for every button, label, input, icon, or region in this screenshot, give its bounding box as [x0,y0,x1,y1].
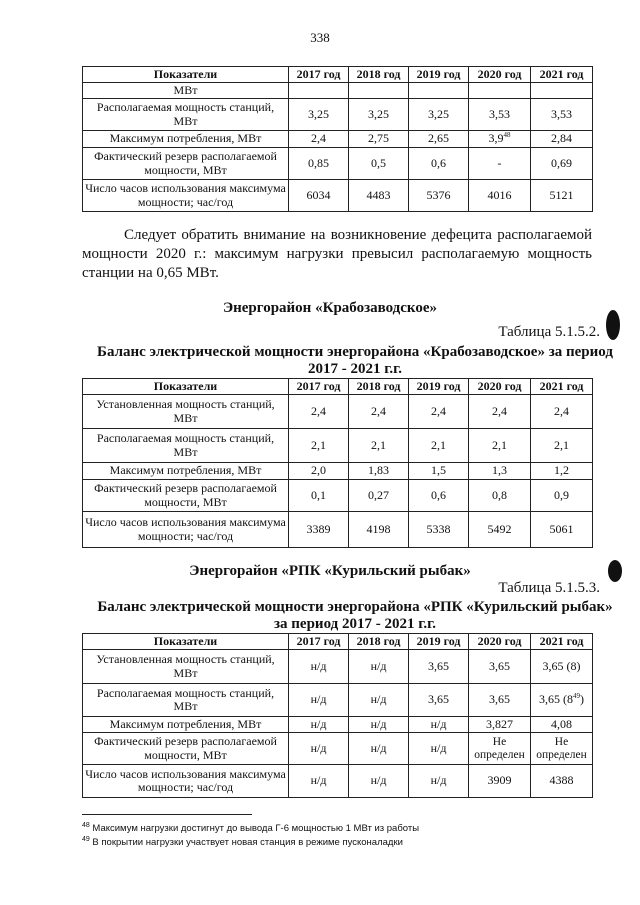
header-cell: 2019 год [409,634,469,650]
cell: 0,6 [409,148,469,180]
table-row [83,148,593,180]
cell: 0,8 [469,480,531,512]
row-label: Фактический резерв располагаемой мощности, МВт [83,480,289,512]
row-label: Фактический резерв располагаемой мощности, МВт [83,733,289,765]
header-cell: 2018 год [349,379,409,395]
table-row [83,99,593,131]
header-cell: Показатели [83,379,289,395]
cell: 4198 [349,512,409,548]
cell: 0,69 [531,148,593,180]
cell: 3,53 [469,99,531,131]
cell [289,83,349,99]
cell: 2,1 [531,429,593,463]
header-cell: 2020 год [469,379,531,395]
table-3 [82,633,593,798]
row-label: Число часов использования максимума мощности; час/год [83,180,289,212]
cell: 3,25 [349,99,409,131]
cell: 3,65 [469,684,531,717]
cell: 2,4 [409,395,469,429]
cell: 5121 [531,180,593,212]
cell: 4388 [531,765,593,798]
table-row [83,83,593,99]
table-1-header-row [83,67,593,83]
cell: 3389 [289,512,349,548]
cell: 2,4 [531,395,593,429]
table-2 [82,378,593,548]
table-row [83,733,593,765]
cell: н/д [289,717,349,733]
row-label: Располагаемая мощность станций, МВт [83,99,289,131]
table-row [83,395,593,429]
cell: н/д [409,765,469,798]
header-cell: 2019 год [409,67,469,83]
footnote-separator [82,814,252,815]
header-cell: Показатели [83,67,289,83]
cell: н/д [409,733,469,765]
header-cell: 2020 год [469,67,531,83]
cell: 2,84 [531,131,593,148]
header-cell: 2021 год [531,634,593,650]
section-heading-krabozavodskoe: Энергорайон «Крабозаводское» [222,300,438,316]
header-cell: 2018 год [349,634,409,650]
cell-value: 3,9 [488,131,504,146]
table-1 [82,66,593,212]
row-label: Число часов использования максимума мощности; час/год [83,765,289,798]
cell: 0,27 [349,480,409,512]
cell: 2,1 [349,429,409,463]
cell [469,131,531,148]
header-cell: 2018 год [349,67,409,83]
row-label: Максимум потребления, МВт [83,717,289,733]
cell: Не определен [469,733,531,765]
header-cell: 2017 год [289,67,349,83]
cell: 2,0 [289,463,349,480]
cell: 3,53 [531,99,593,131]
cell: 3,65 (8) [531,650,593,684]
table-row [83,180,593,212]
table-title: Баланс электрической мощности энергорайона «РПК «Курильский рыбак» за период 2017 - 2021 г.г. [97,599,613,632]
header-cell: 2019 год [409,379,469,395]
body-paragraph: Следует обратить внимание на возникновение дефецита располагаемой мощности 2020 г.: максимум нагрузки превысил располагаемую мощность станции на 0,65 МВт. [82,227,592,281]
cell: 2,4 [289,131,349,148]
cell [531,83,593,99]
cell: 0,5 [349,148,409,180]
cell: н/д [349,717,409,733]
punch-hole-mark [608,560,622,582]
cell: 5338 [409,512,469,548]
cell: 3,65 [409,650,469,684]
table-2-header-row [83,379,593,395]
cell: Не определен [531,733,593,765]
table-row [83,650,593,684]
cell: 2,1 [289,429,349,463]
footnote-number: 48 [82,821,90,829]
cell: 2,1 [469,429,531,463]
table-row [83,512,593,548]
table-row [83,429,593,463]
header-cell: 2021 год [531,379,593,395]
cell: н/д [409,717,469,733]
footnote-text: В покрытии нагрузки участвует новая станция в режиме пусконаладки [89,837,403,848]
footnote-number: 49 [82,835,90,843]
footnote-48 [82,823,419,834]
cell: 0,6 [409,480,469,512]
header-cell: 2017 год [289,379,349,395]
cell: 5376 [409,180,469,212]
table-row [83,717,593,733]
cell: 0,85 [289,148,349,180]
header-cell: 2021 год [531,67,593,83]
row-label: Фактический резерв располагаемой мощности, МВт [83,148,289,180]
cell: 3909 [469,765,531,798]
footnote-text: Максимум нагрузки достигнут до вывода Г-6 мощностью 1 МВт из работы [89,823,420,834]
table-caption: Таблица 5.1.5.2. [498,324,600,340]
footnote-ref-48: 48 [503,131,511,140]
table-title: Баланс электрической мощности энергорайона «Крабозаводское» за период 2017 - 2021 г.г. [97,344,613,377]
row-label: Максимум потребления, МВт [83,131,289,148]
row-label: МВт [83,83,289,99]
cell: 4,08 [531,717,593,733]
table-row [83,463,593,480]
row-label: Число часов использования максимума мощности; час/год [83,512,289,548]
footnote-ref-49: 49 [573,692,580,701]
cell: 2,4 [469,395,531,429]
cell [349,83,409,99]
row-label: Установленная мощность станций, МВт [83,395,289,429]
cell [531,684,593,717]
cell: 3,25 [289,99,349,131]
table-caption: Таблица 5.1.5.3. [498,580,600,596]
header-cell: 2020 год [469,634,531,650]
header-cell: 2017 год [289,634,349,650]
table-row [83,765,593,798]
header-cell: Показатели [83,634,289,650]
cell: 3,65 [469,650,531,684]
section-heading-kurilsky-rybak: Энергорайон «РПК «Курильский рыбак» [189,563,471,579]
punch-hole-mark [606,310,620,340]
cell: 3,25 [409,99,469,131]
cell: н/д [289,733,349,765]
cell [409,83,469,99]
table-row [83,131,593,148]
table-3-header-row [83,634,593,650]
cell: н/д [349,684,409,717]
cell: 2,4 [289,395,349,429]
cell: 0,1 [289,480,349,512]
cell: 2,4 [349,395,409,429]
cell: 4016 [469,180,531,212]
cell: 2,1 [409,429,469,463]
cell: н/д [289,684,349,717]
cell: н/д [349,650,409,684]
table-row [83,480,593,512]
cell: н/д [349,733,409,765]
cell: н/д [289,650,349,684]
cell: 2,65 [409,131,469,148]
table-row [83,684,593,717]
cell: н/д [349,765,409,798]
cell: 1,3 [469,463,531,480]
cell: 3,827 [469,717,531,733]
cell: 0,9 [531,480,593,512]
footnote-49 [82,837,403,848]
cell: - [469,148,531,180]
cell: 6034 [289,180,349,212]
cell: 4483 [349,180,409,212]
cell: 5061 [531,512,593,548]
cell [469,83,531,99]
cell-value: 3,65 (8 [539,692,573,707]
row-label: Располагаемая мощность станций, МВт [83,429,289,463]
cell: 1,83 [349,463,409,480]
cell: 3,65 [409,684,469,717]
cell-value-suffix: ) [580,692,584,707]
cell: 2,75 [349,131,409,148]
row-label: Располагаемая мощность станций, МВт [83,684,289,717]
cell: 5492 [469,512,531,548]
cell: 1,2 [531,463,593,480]
page-number: 338 [310,30,330,45]
cell: н/д [289,765,349,798]
cell: 1,5 [409,463,469,480]
row-label: Установленная мощность станций, МВт [83,650,289,684]
row-label: Максимум потребления, МВт [83,463,289,480]
